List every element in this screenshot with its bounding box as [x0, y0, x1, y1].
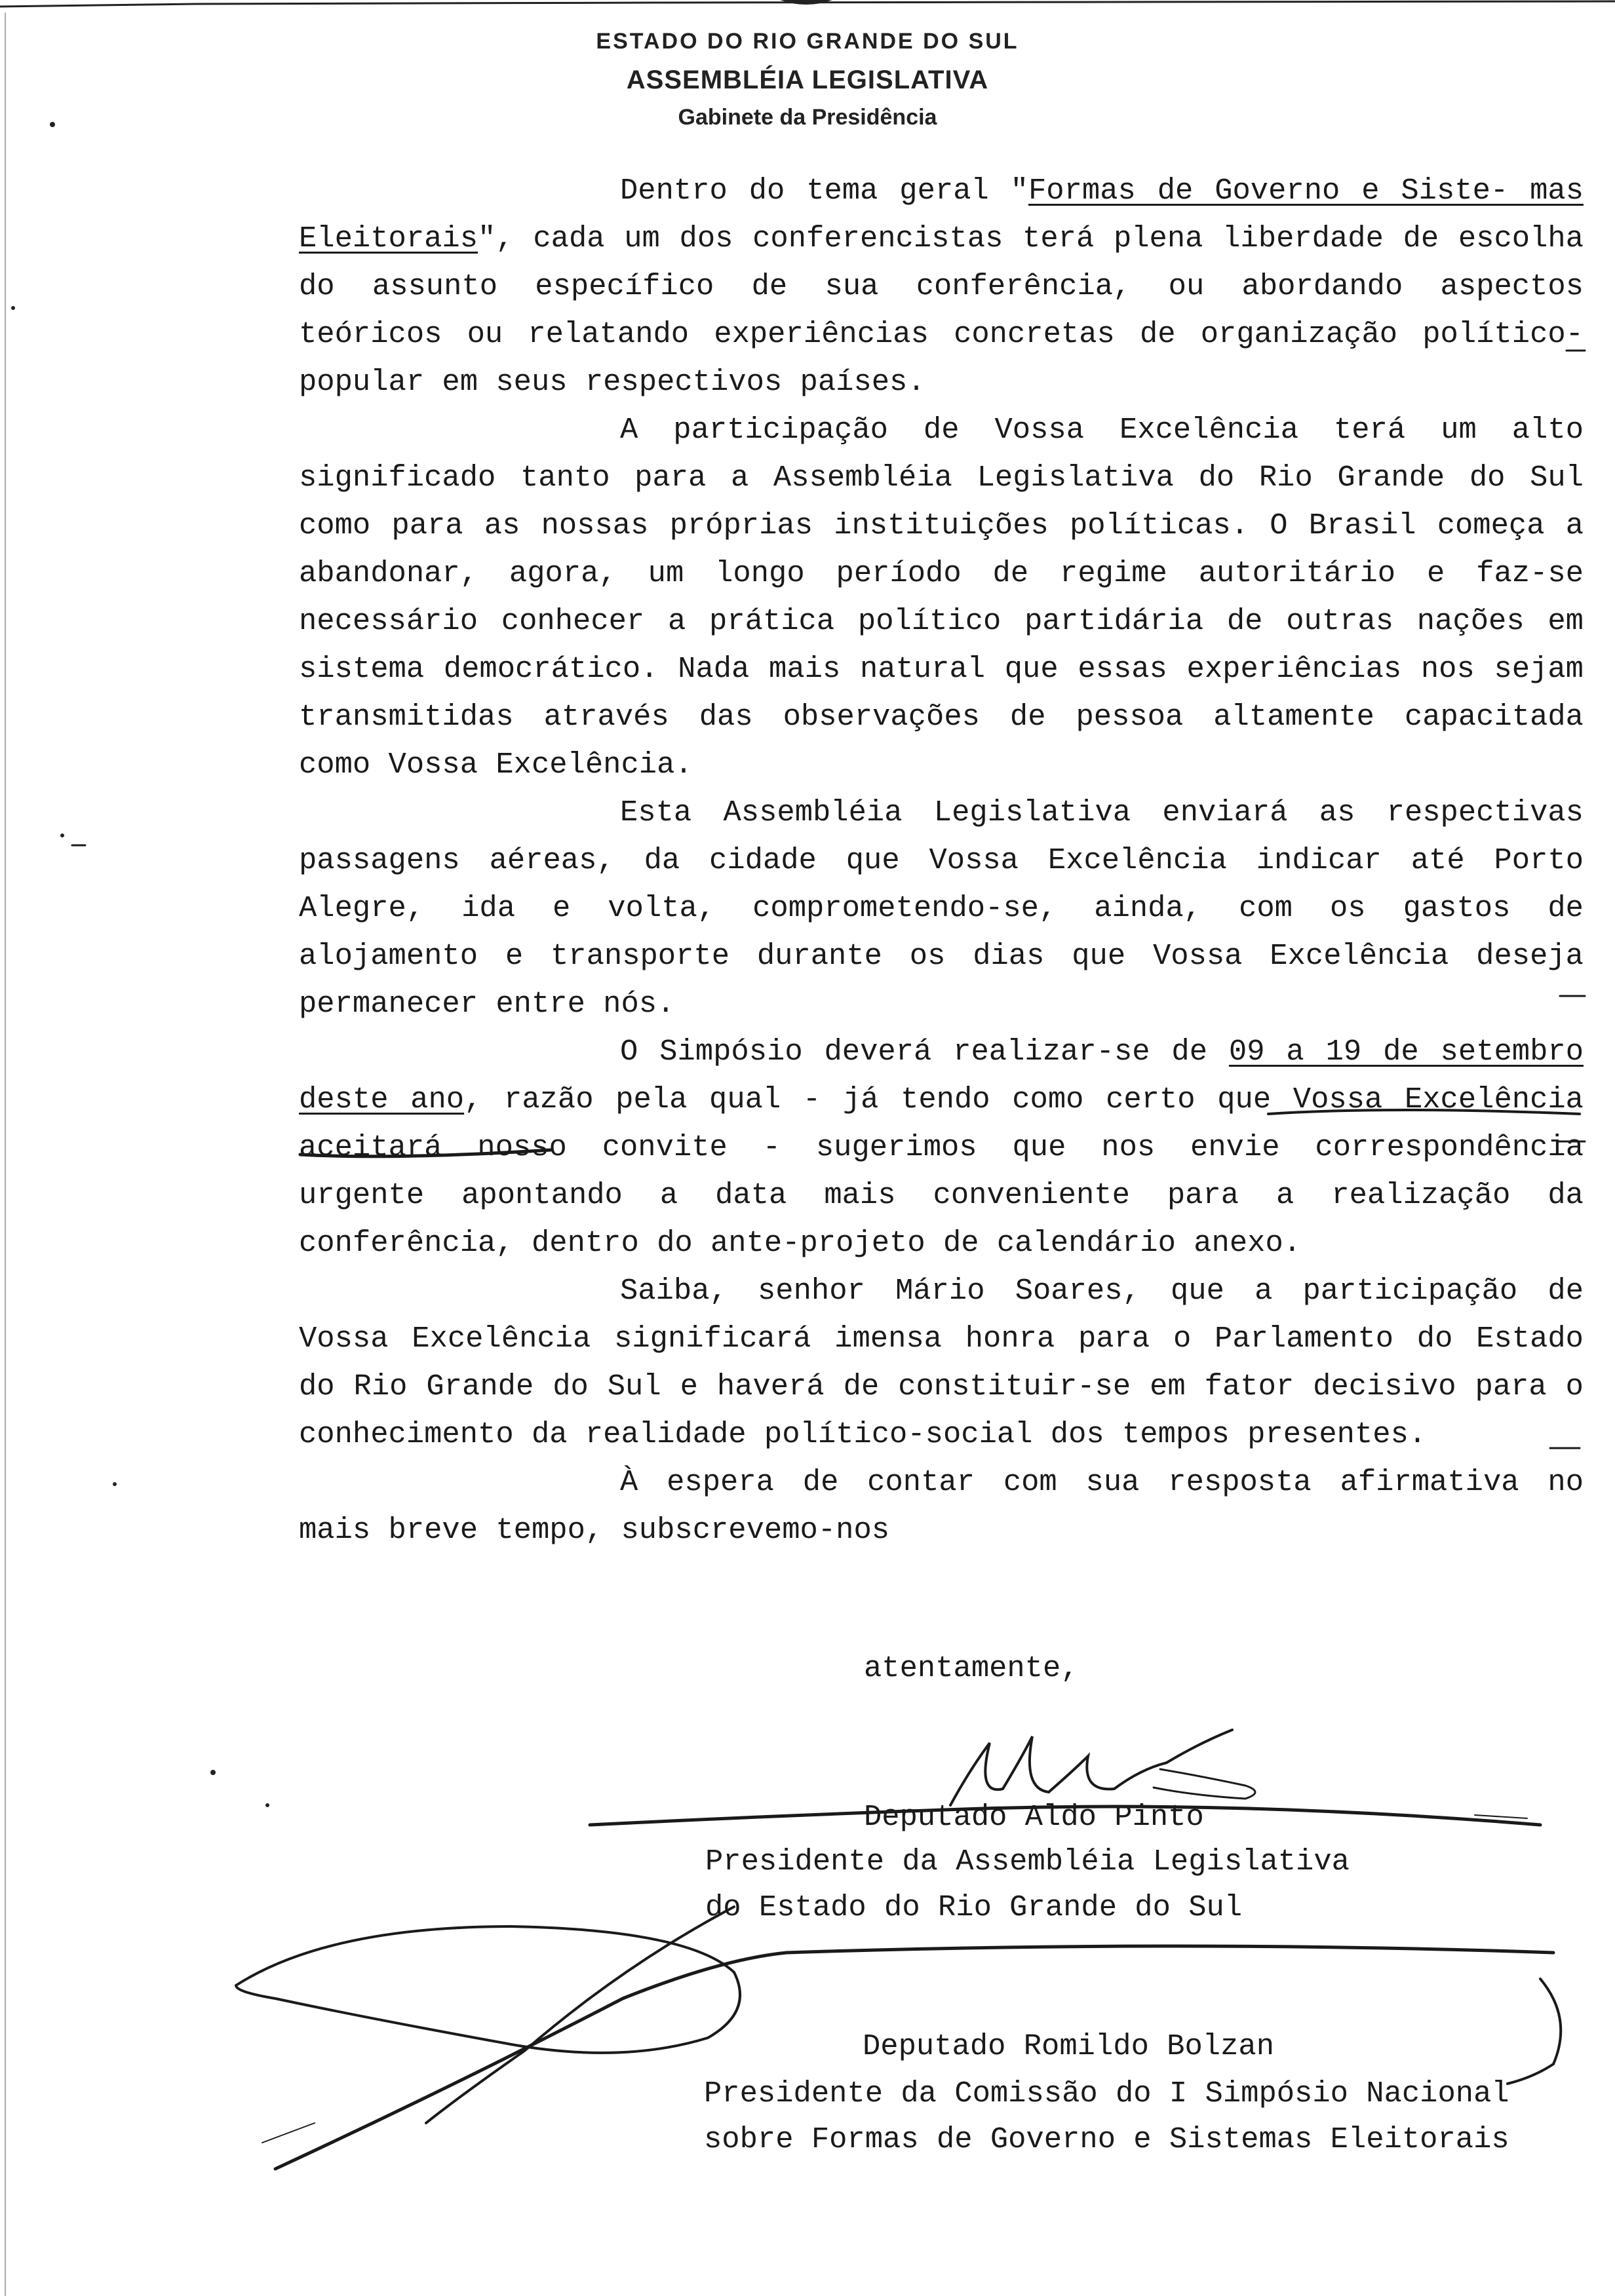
paragraph-6-text: À espera de contar com sua resposta afirmativa no mais breve tempo, subscrevemo-nos [299, 1465, 1584, 1547]
letterhead-assembly: ASSEMBLÉIA LEGISLATIVA [626, 66, 989, 94]
paragraph-3 [299, 789, 1584, 1028]
signatory-1-role-line-2: do Estado do Rio Grande do Sul [705, 1890, 1243, 1924]
paragraph-5-text: Saiba, senhor Mário Soares, que a participação de Vossa Excelência significará imensa honra para o Parlamento do Estado do Rio Grande do Sul e haverá de constituir-se em fator decisivo para o conhecimento da realidade político-social dos tempos presentes. [299, 1274, 1584, 1451]
paragraph-4-text-b: , razão pela qual - já tendo como certo que Vossa Excelência aceitará nosso convite - sugerimos que nos envie correspondência urgente apontando a data mais conveniente para a realização da conferência, dentro do ante-projeto de calendário anexo. [299, 1082, 1584, 1260]
paragraph-2-text: A participação de Vossa Excelência terá um alto significado tanto para a Assembléia Legislativa do Rio Grande do Sul como para as nossas próprias instituições políticas. O Brasil começa a abandonar, agora, um longo período de regime autoritário e faz-se necessário conhecer a prática político partidária de outras nações em sistema democrático. Nada mais natural que essas experiências nos sejam transmitidas através das observações de pessoa altamente capacitada como Vossa Excelência. [299, 413, 1584, 782]
letter-body [299, 167, 1584, 1554]
paragraph-6 [299, 1459, 1584, 1554]
paragraph-4-underlined: 09 a 19 de setembro deste ano [299, 1035, 1584, 1117]
signatory-1-name: Deputado Aldo Pinto [864, 1800, 1204, 1834]
paragraph-2 [299, 406, 1584, 789]
signatory-1-role [705, 1839, 1350, 1930]
signatory-2-role [704, 2071, 1509, 2162]
paragraph-1-text-b: ", cada um dos conferencistas terá plena liberdade de escolha do assunto específico de sua conferência, ou abordando aspectos teóricos ou relatando experiências concretas de organização político-popular em seus respectivos países. [299, 221, 1584, 399]
signatory-2-role-line-1: Presidente da Comissão do I Simpósio Nacional [704, 2076, 1509, 2111]
closing-salutation: atentamente, [864, 1651, 1079, 1685]
paragraph-1-underlined: Formas de Governo e Siste- mas Eleitorais [299, 174, 1584, 256]
paragraph-1 [299, 167, 1584, 406]
paragraph-1-text-a: Dentro do tema geral " [620, 174, 1028, 208]
paragraph-4 [299, 1028, 1584, 1267]
signatory-2-role-line-2: sobre Formas de Governo e Sistemas Eleitorais [704, 2122, 1509, 2156]
paragraph-5 [299, 1267, 1584, 1459]
letterhead-state: ESTADO DO RIO GRANDE DO SUL [596, 29, 1019, 54]
paragraph-4-text-a: O Simpósio deverá realizar-se de [620, 1035, 1229, 1069]
top-border-line [0, 0, 1615, 9]
paragraph-3-text: Esta Assembléia Legislativa enviará as respectivas passagens aéreas, da cidade que Vossa Excelência indicar até Porto Alegre, ida e volta, comprometendo-se, ainda, com os gastos de alojamento e transporte durante os dias que Vossa Excelência deseja permanecer entre nós. [299, 795, 1584, 1021]
letterhead-office: Gabinete da Presidência [678, 105, 937, 130]
signatory-2-name: Deputado Romildo Bolzan [863, 2029, 1275, 2063]
signatory-1-role-line-1: Presidente da Assembléia Legislativa [705, 1845, 1350, 1879]
